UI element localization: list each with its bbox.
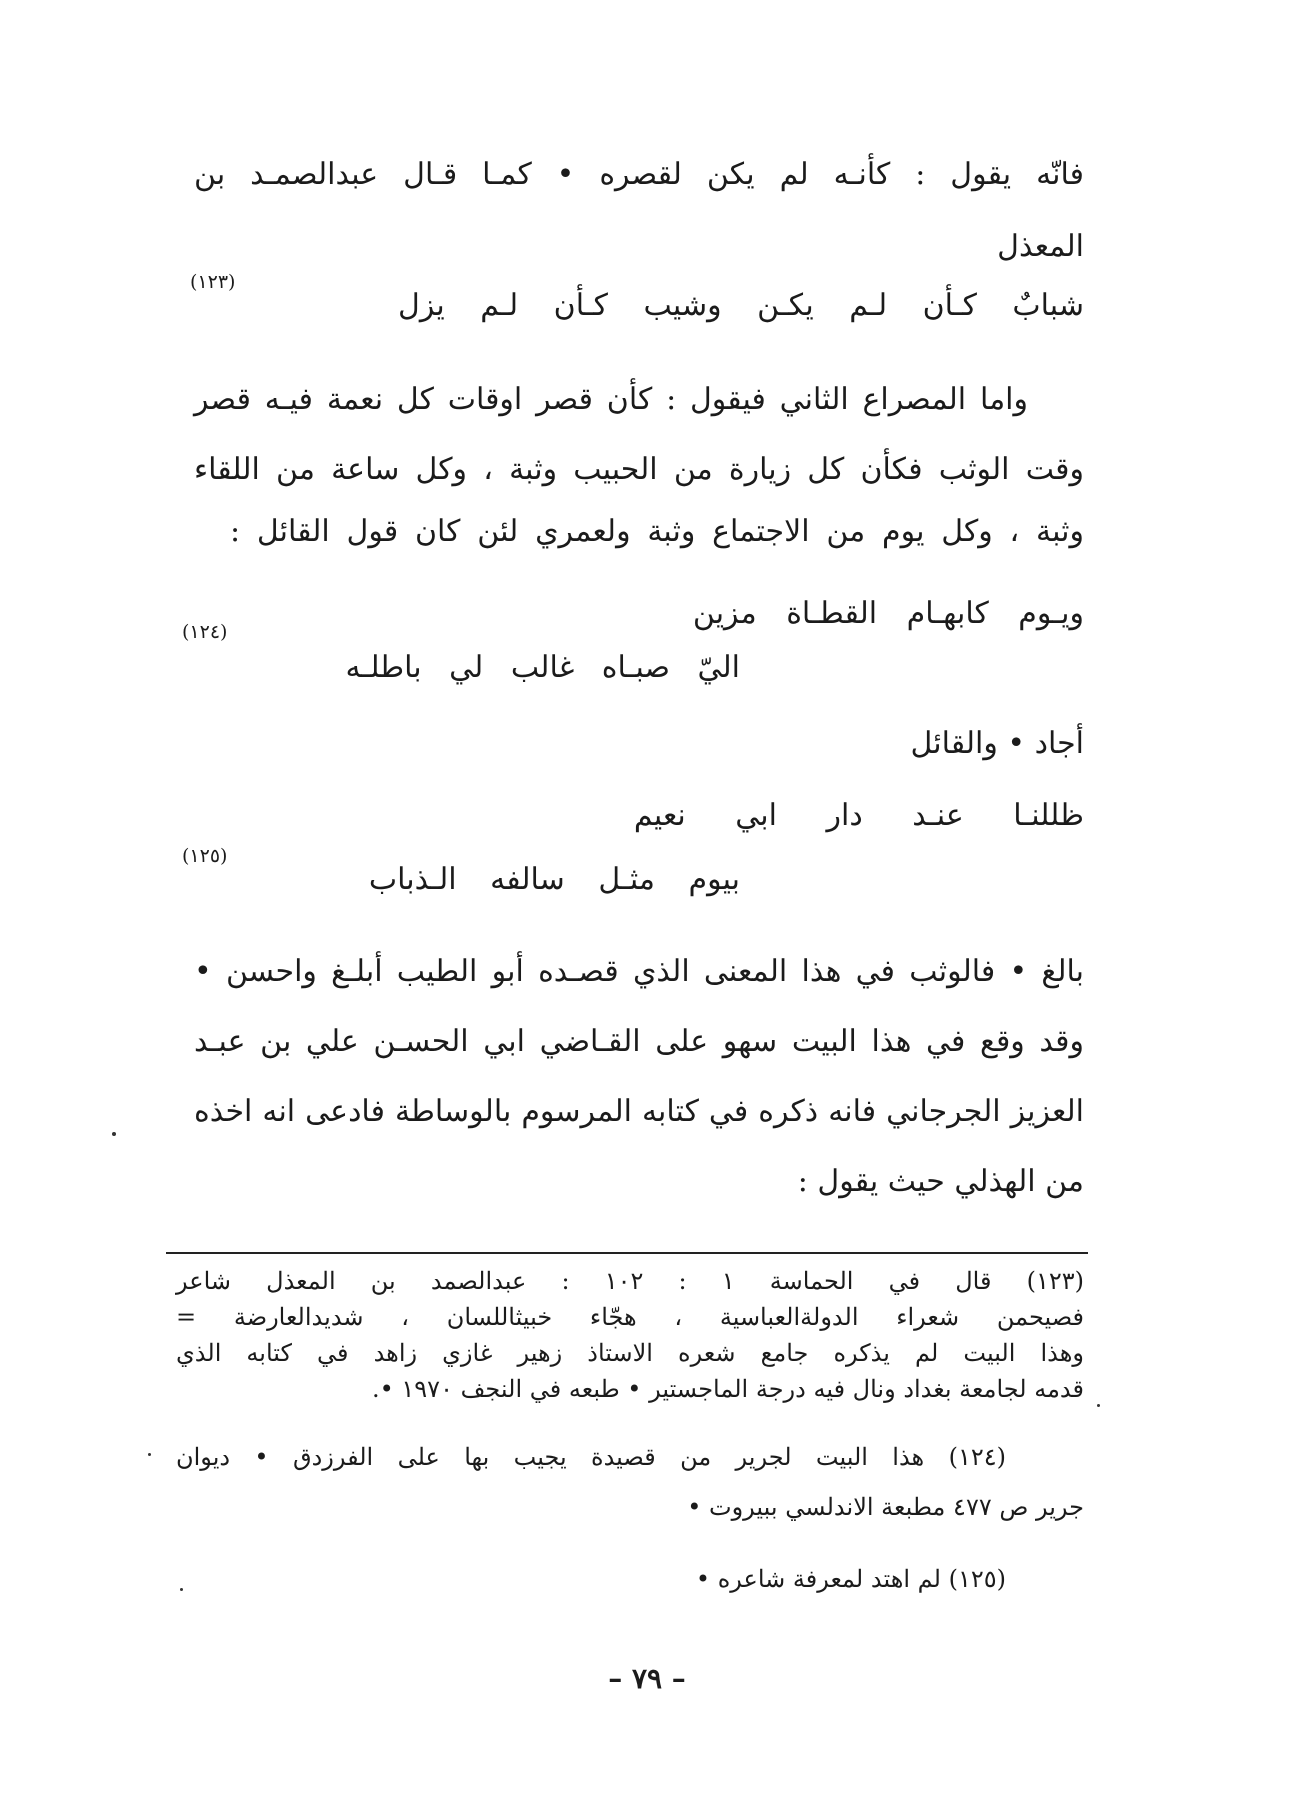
verse-line: ظللنـا عنـد دار ابي نعيم [633, 798, 1084, 833]
footnote-line: جرير ص ٤٧٧ مطبعة الاندلسي ببيروت • [687, 1493, 1084, 1521]
scan-speck [148, 1453, 151, 1456]
scan-speck [112, 1132, 116, 1136]
footnote-line: (١٢٣) قال في الحماسة ١ : ١٠٢ : عبدالصمد بن المعذل شاعر [176, 1267, 1085, 1295]
page-number: – ٧٩ – [608, 1662, 686, 1695]
body-line: أجاد • والقائل [910, 726, 1084, 761]
footnote-ref-125: (١٢٥) [182, 845, 228, 867]
footnote-ref-123: (١٢٣) [190, 271, 236, 293]
footnote-ref-124: (١٢٤) [182, 621, 228, 643]
scan-speck [180, 1588, 183, 1591]
body-line: العزيز الجرجاني فانه ذكره في كتابه المرسوم بالوساطة فادعى انه اخذه [194, 1094, 1084, 1129]
footnote-line: فصيحمن شعراء الدولةالعباسية ، هجّاء خبيثاللسان ، شديدالعارضة = [176, 1303, 1084, 1331]
footnote-separator [166, 1252, 1088, 1254]
scan-speck [1097, 1404, 1100, 1407]
body-line: بالغ • فالوثب في هذا المعنى الذي قصـده أبو الطيب أبلـغ واحسن • [194, 954, 1084, 989]
footnote-line: قدمه لجامعة بغداد ونال فيه درجة الماجستير • طبعه في النجف ١٩٧٠ •. [371, 1375, 1084, 1403]
verse-line: ويـوم كابهـام القطـاة مزين [692, 596, 1084, 631]
body-line: وثبة ، وكل يوم من الاجتماع وثبة ولعمري لئن كان قول القائل : [230, 514, 1084, 549]
body-line: المعذل [997, 229, 1084, 264]
body-line: واما المصراع الثاني فيقول : كأن قصر اوقات كل نعمة فيـه قصر [194, 382, 1028, 417]
verse-line: بيوم مثـل سالفه الـذباب [368, 862, 740, 897]
body-line: من الهذلي حيث يقول : [797, 1164, 1084, 1199]
verse-line: اليّ صبـاه غالب لي باطلـه [345, 650, 740, 685]
body-line: وقت الوثب فكأن كل زيارة من الحبيب وثبة ، وكل ساعة من اللقاء [194, 452, 1084, 487]
footnote-line: (١٢٤) هذا البيت لجرير من قصيدة يجيب بها على الفرزدق • ديوان [176, 1443, 1006, 1471]
verse-line: شبابٌ كـأن لـم يكـن وشيب كـأن لـم يزل [398, 288, 1084, 323]
body-line: فانّه يقول : كأنـه لم يكن لقصره • كمـا قـال عبدالصمـد بن [194, 157, 1084, 192]
body-line: وقد وقع في هذا البيت سهو على القـاضي ابي الحسـن علي بن عبـد [194, 1024, 1084, 1059]
footnote-line: (١٢٥) لم اهتد لمعرفة شاعره • [695, 1565, 1006, 1593]
footnote-line: وهذا البيت لم يذكره جامع شعره الاستاذ زهير غازي زاهد في كتابه الذي [176, 1339, 1084, 1367]
